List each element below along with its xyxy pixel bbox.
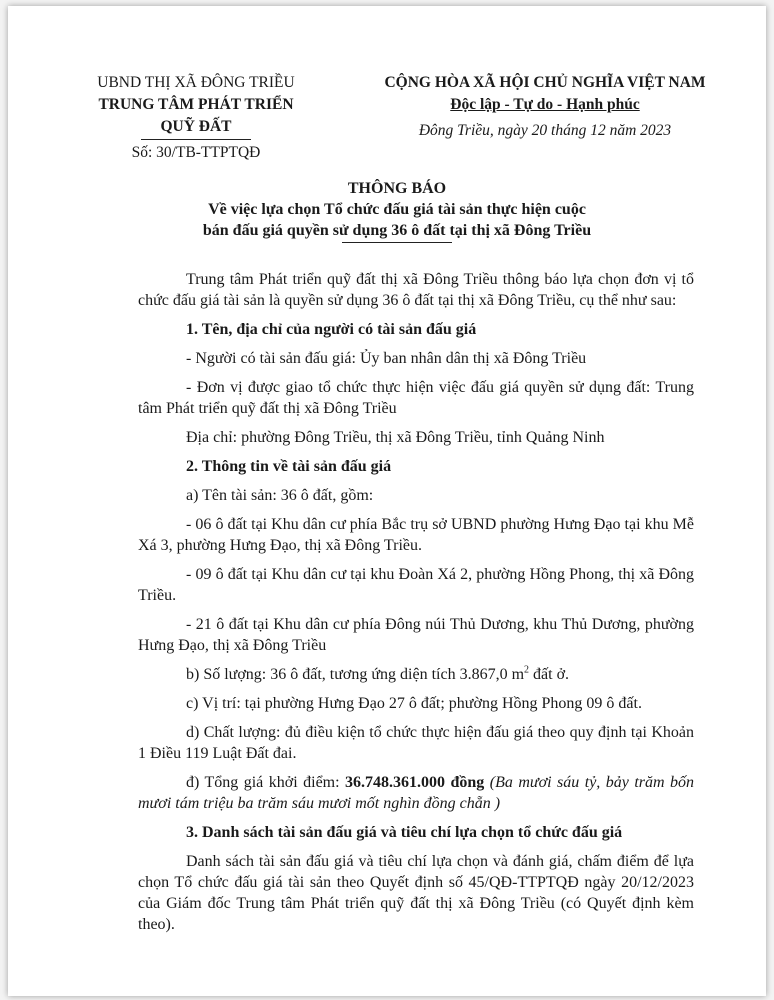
document-subject-line2: bán đấu giá quyền sử dụng 36 ô đất tại thị xã Đông Triều bbox=[202, 222, 592, 239]
section-1-heading: 1. Tên, địa chỉ của người có tài sản đấu giá bbox=[186, 321, 477, 338]
document-title-block bbox=[148, 178, 646, 243]
assigned-unit: - Đơn vị được giao tổ chức thực hiện việc đấu giá quyền sử dụng đất: Trung tâm Phát triển quỹ đất thị xã Đông Triều bbox=[138, 379, 694, 417]
intro-paragraph: Trung tâm Phát triển quỹ đất thị xã Đông Triều thông báo lựa chọn đơn vị tổ chức đấu giá tài sản là quyền sử dụng 36 ô đất tại thị xã Đông Triều, cụ thể như sau: bbox=[138, 271, 694, 309]
asset-item-1: - 06 ô đất tại Khu dân cư phía Bắc trụ sở UBND phường Hưng Đạo tại khu Mễ Xá 3, phường Hưng Đạo, thị xã Đông Triều. bbox=[138, 516, 694, 554]
asset-quantity: b) Số lượng: 36 ô đất, tương ứng diện tích 3.867,0 $m^2$ đất ở. bbox=[186, 664, 570, 683]
starting-price-amount: 36.748.361.000 đồng bbox=[345, 774, 485, 791]
country-name: CỘNG HÒA XÃ HỘI CHỦ NGHĨA VIỆT NAM bbox=[384, 74, 706, 91]
document-page bbox=[8, 6, 766, 996]
document-title: THÔNG BÁO bbox=[347, 180, 447, 197]
section-3-text: Danh sách tài sản đấu giá và tiêu chí lựa chọn và đánh giá, chấm điểm để lựa chọn Tổ chức đấu giá tài sản theo Quyết định số 45/QĐ-TTPTQĐ ngày 20/12/2023 của Giám đốc Trung tâm Phát triển quỹ đất thị xã Đông Triều (có Quyết định kèm theo). bbox=[138, 853, 694, 933]
issuer-org: TRUNG TÂM PHÁT TRIỂN QUỸ ĐẤT bbox=[98, 96, 294, 135]
document-body bbox=[138, 269, 694, 943]
section-3-heading: 3. Danh sách tài sản đấu giá và tiêu chí lựa chọn tổ chức đấu giá bbox=[186, 824, 623, 841]
asset-item-2: - 09 ô đất tại Khu dân cư tại khu Đoàn Xá 2, phường Hồng Phong, thị xã Đông Triều. bbox=[138, 566, 694, 604]
issuer-underline bbox=[141, 139, 251, 140]
asset-name: a) Tên tài sản: 36 ô đất, gồm: bbox=[186, 487, 374, 504]
title-underline bbox=[342, 242, 452, 243]
document-subject-line1: Về việc lựa chọn Tổ chức đấu giá tài sản thực hiện cuộc bbox=[208, 201, 586, 218]
section-2-heading: 2. Thông tin về tài sản đấu giá bbox=[186, 458, 392, 475]
national-motto: Độc lập - Tự do - Hạnh phúc bbox=[450, 96, 640, 113]
asset-owner: - Người có tài sản đấu giá: Ủy ban nhân dân thị xã Đông Triều bbox=[186, 350, 587, 367]
asset-item-3: - 21 ô đất tại Khu dân cư phía Đông núi Thủ Dương, khu Thủ Dương, phường Hưng Đạo, thị xã Đông Triều bbox=[138, 616, 694, 654]
issuer-parent-org: UBND THỊ XÃ ĐÔNG TRIỀU bbox=[97, 74, 295, 91]
issue-date: Đông Triều, ngày 20 tháng 12 năm 2023 bbox=[418, 122, 672, 139]
national-header bbox=[380, 72, 710, 142]
starting-price-words: (Ba mươi sáu tỷ, bảy trăm bốn mươi tám triệu ba trăm sáu mươi mốt nghìn đồng chẵn ) bbox=[138, 774, 695, 812]
document-number: Số: 30/TB-TTPTQĐ bbox=[131, 144, 261, 161]
owner-address: Địa chỉ: phường Đông Triều, thị xã Đông Triều, tỉnh Quảng Ninh bbox=[186, 429, 605, 446]
issuer-block bbox=[86, 72, 306, 164]
starting-price: đ) Tổng giá khởi điểm: 36.748.361.000 đồng (Ba mươi sáu tỷ, bảy trăm bốn mươi tám triệu ba trăm sáu mươi mốt nghìn đồng chẵn ) bbox=[138, 774, 695, 812]
asset-location: c) Vị trí: tại phường Hưng Đạo 27 ô đất; phường Hồng Phong 09 ô đất. bbox=[186, 695, 642, 712]
asset-quality: d) Chất lượng: đủ điều kiện tổ chức thực hiện đấu giá theo quy định tại Khoản 1 Điều 119 Luật Đất đai. bbox=[138, 724, 694, 762]
